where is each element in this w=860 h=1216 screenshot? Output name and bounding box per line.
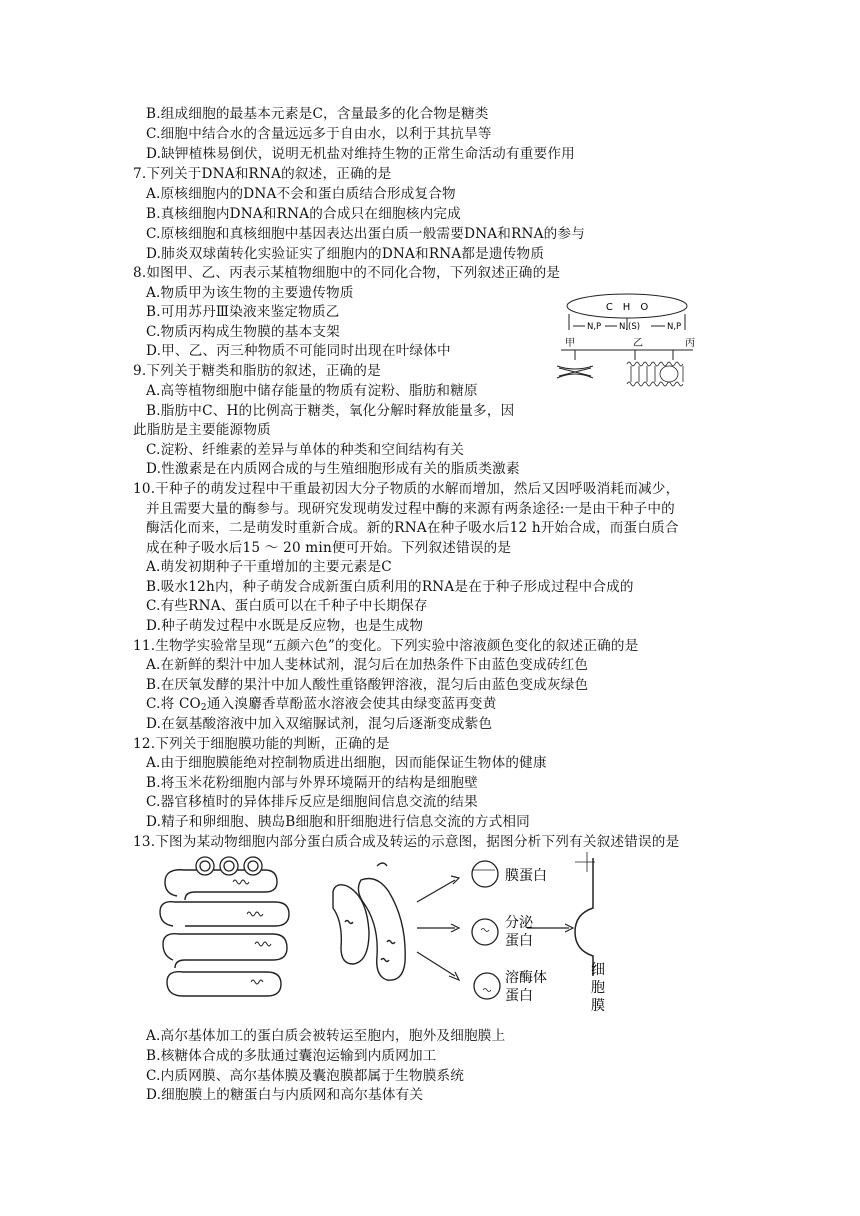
q10-stem-line1: 10.干种子的萌发过程中干重最初因大分子物质的水解而增加，然后又因呼吸消耗而减少， <box>133 481 680 497</box>
q8-fig-right-elem: N,P <box>667 322 682 332</box>
q8-fig-mid-elem: N,(S) <box>619 322 641 332</box>
lysosome-protein-label-1: 溶酶体 <box>505 970 547 986</box>
secretory-protein-label-2: 蛋白 <box>505 933 533 949</box>
q11-option-c-post: 通入溴麝香草酚蓝水溶液会使其由绿变蓝再变黄 <box>206 696 497 712</box>
q8-fig-jia: 甲 <box>565 338 575 349</box>
q13-option-d: D.细胞膜上的糖蛋白与内质网和高尔基体有关 <box>146 1087 424 1103</box>
q8-fig-cho: C H O <box>605 302 649 313</box>
q8-stem: 8.如图甲、乙、丙表示某植物细胞中的不同化合物，下列叙述正确的是 <box>133 265 561 281</box>
q11-option-c-pre: C.将 CO <box>146 696 201 712</box>
q10-stem-line2: 并且需要大量的酶参与。现研究发现萌发过程中酶的来源有两条途径:一是由干种子中的 <box>146 501 675 517</box>
q7-option-d: D.肺炎双球菌转化实验证实了细胞内的DNA和RNA都是遗传物质 <box>146 246 545 262</box>
vesicle-icon <box>472 861 500 999</box>
q11-option-c-sub: 2 <box>200 703 207 713</box>
q13-option-c: C.内质网膜、高尔基体膜及囊泡膜都属于生物膜系统 <box>146 1068 465 1084</box>
q9-option-c: C.淀粉、纤维素的差异与单体的种类和空间结构有关 <box>146 442 465 458</box>
q12-option-d: D.精子和卵细胞、胰岛B细胞和肝细胞进行信息交流的方式相同 <box>146 814 530 830</box>
q11-stem: 11.生物学实验常呈现“五颜六色”的变化。下列实验中溶液颜色变化的叙述正确的是 <box>133 638 639 654</box>
lysosome-protein-label-2: 蛋白 <box>505 988 533 1004</box>
q7-stem: 7.下列关于DNA和RNA的叙述，正确的是 <box>133 166 392 182</box>
q8-fig-bing: 丙 <box>685 338 695 349</box>
q12-stem: 12.下列关于细胞膜功能的判断，正确的是 <box>133 736 390 752</box>
secretory-protein-label-1: 分泌 <box>505 915 533 931</box>
q9-option-b-line2: 此脂肪是主要能源物质 <box>133 422 271 438</box>
q12-option-b: B.将玉米花粉细胞内部与外界环境隔开的结构是细胞壁 <box>146 775 478 791</box>
q12-option-c: C.器官移植时的异体排斥反应是细胞间信息交流的结果 <box>146 794 478 810</box>
q10-stem-line4: 成在种子吸水后15 ～ 20 min便可开始。下列叙述错误的是 <box>146 540 512 556</box>
q10-option-c: C.有些RNA、蛋白质可以在千种子中长期保存 <box>146 598 428 614</box>
q11-option-d: D.在氨基酸溶液中加入双缩脲试剂，混匀后逐渐变成紫色 <box>146 716 493 732</box>
polypeptide-coil-icon <box>233 880 271 984</box>
q7-option-b: B.真核细胞内DNA和RNA的合成只在细胞核内完成 <box>146 206 461 222</box>
cell-membrane-label-1: 细 <box>591 962 605 978</box>
q9-stem: 9.下列关于糖类和脂肪的叙述，正确的是 <box>133 363 381 379</box>
q8-option-d: D.甲、乙、丙三种物质不可能同时出现在叶绿体中 <box>146 343 451 359</box>
q13-option-a: A.高尔基体加工的蛋白质会被转运至胞内，胞外及细胞膜上 <box>146 1028 506 1044</box>
cell-membrane-label-2: 胞 <box>591 980 605 996</box>
golgi-apparatus-icon <box>333 863 405 980</box>
q11-option-b: B.在厌氧发酵的果汁中加人酸性重铬酸钾溶液，混匀后由蓝色变成灰绿色 <box>146 677 589 693</box>
q9-option-d: D.性激素是在内质网合成的与生殖细胞形成有关的脂质类激素 <box>146 461 520 477</box>
q9-option-a: A.高等植物细胞中储存能量的物质有淀粉、脂肪和糖原 <box>146 383 478 399</box>
q7-option-c: C.原核细胞和真核细胞中基因表达出蛋白质一般需要DNA和RNA的参与 <box>146 226 586 242</box>
q10-option-a: A.萌发初期种子干重增加的主要元素是C <box>146 559 392 575</box>
q12-option-a: A.由于细胞膜能绝对控制物质进出细胞，因而能保证生物体的健康 <box>146 755 547 771</box>
q13-option-b: B.核糖体合成的多肽通过囊泡运输到内质网加工 <box>146 1048 437 1064</box>
q8-option-b: B.可用苏丹Ⅲ染液来鉴定物质乙 <box>146 304 340 320</box>
q8-fig-yi: 乙 <box>633 338 643 349</box>
cell-membrane-label-3: 膜 <box>591 998 605 1014</box>
ribosome-icon <box>196 857 262 875</box>
q6-option-c: C.细胞中结合水的含量远远多于自由水，以利于其抗旱等 <box>146 126 492 142</box>
q6-option-d: D.缺钾植株易倒伏，说明无机盐对维持生物的正常生命活动有重要作用 <box>146 146 575 162</box>
q8-option-c: C.物质丙构成生物膜的基本支架 <box>146 324 340 340</box>
q8-compound-figure <box>555 292 715 390</box>
cell-membrane-icon <box>575 858 593 976</box>
q9-option-b-line1: B.脂肪中C、H的比例高于糖类，氧化分解时释放能量多，因 <box>146 403 515 419</box>
q13-stem: 13.下图为某动物细胞内部分蛋白质合成及转运的示意图，据图分析下列有关叙述错误的是 <box>133 834 680 850</box>
q6-option-b: B.组成细胞的最基本元素是C，含量最多的化合物是糖类 <box>146 106 489 122</box>
endoplasmic-reticulum-icon <box>160 870 289 996</box>
chromosome-icon <box>557 366 593 378</box>
q13-protein-transport-figure <box>155 852 630 1022</box>
q8-option-a: A.物质甲为该生物的主要遗传物质 <box>146 285 354 301</box>
q10-option-d: D.种子萌发过程中水既是反应物，也是生成物 <box>146 618 424 634</box>
q10-stem-line3: 酶活化而来，二是萌发时重新合成。新的RNA在种子吸水后12 h开始合成，而蛋白质合 <box>146 520 679 536</box>
q7-option-a: A.原核细胞内的DNA不会和蛋白质结合形成复合物 <box>146 186 456 202</box>
membrane-bilayer-icon <box>627 362 683 386</box>
q8-fig-left-elem: N,P <box>587 322 602 332</box>
membrane-protein-label: 膜蛋白 <box>505 868 547 884</box>
q10-option-b: B.吸水12h内，种子萌发合成新蛋白质利用的RNA是在于种子形成过程中合成的 <box>146 579 634 595</box>
q11-option-a: A.在新鲜的梨汁中加人斐林试剂，混匀后在加热条件下由蓝色变成砖红色 <box>146 657 589 673</box>
